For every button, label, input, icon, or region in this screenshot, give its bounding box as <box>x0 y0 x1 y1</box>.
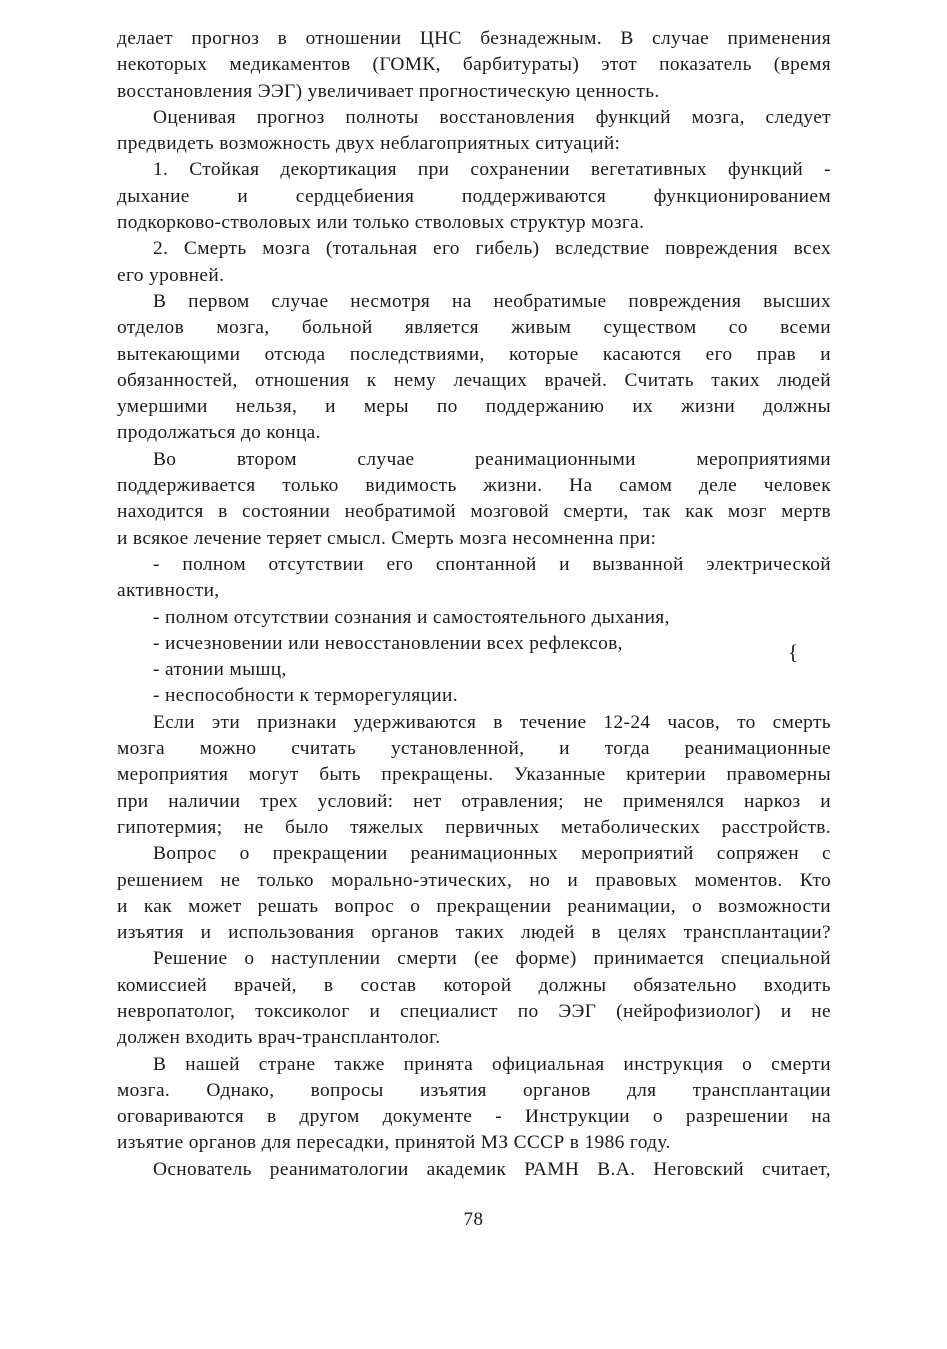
text-line: продолжаться до конца. <box>117 422 321 444</box>
text-line: изъятия и использования органов таких людей в целях трансплантации? <box>117 922 831 944</box>
text-line: решением не только морально-этических, но и правовых моментов. Кто <box>117 869 831 891</box>
text-line: должен входить врач-трансплантолог. <box>117 1027 441 1049</box>
text-line: обязанностей, отношения к нему лечащих врачей. Считать таких людей <box>117 369 831 391</box>
text-line: Решение о наступлении смерти (ее форме) принимается специальной <box>153 948 831 970</box>
text-line: Вопрос о прекращении реанимационных мероприятий сопряжен с <box>153 843 831 865</box>
text-line: невропатолог, токсиколог и специалист по ЭЭГ (нейрофизиолог) и не <box>117 1000 831 1022</box>
text-line: оговариваются в другом документе - Инструкции о разрешении на <box>117 1106 831 1128</box>
text-line: подкорково-стволовых или только стволовых структур мозга. <box>117 212 645 234</box>
text-line: восстановления ЭЭГ) увеличивает прогностическую ценность. <box>117 80 660 102</box>
text-line: активности, <box>117 580 220 602</box>
text-line: 1. Стойкая декортикация при сохранении вегетативных функций - <box>153 159 831 181</box>
stray-brace-mark: { <box>788 640 799 664</box>
text-line: дыхание и сердцебиения поддерживаются функционированием <box>117 185 831 207</box>
text-line: поддерживается только видимость жизни. На самом деле человек <box>117 475 831 497</box>
text-line: мозга. Однако, вопросы изъятия органов для трансплантации <box>117 1079 831 1101</box>
text-line: 2. Смерть мозга (тотальная его гибель) вследствие повреждения всех <box>153 238 831 260</box>
body-text <box>117 26 831 1183</box>
text-line: - полном отсутствии его спонтанной и вызванной электрической <box>153 553 831 575</box>
text-line: и как может решать вопрос о прекращении реанимации, о возможности <box>117 895 831 917</box>
text-line: Основатель реаниматологии академик РАМН В.А. Неговский считает, <box>153 1158 831 1180</box>
text-line: В первом случае несмотря на необратимые повреждения высших <box>153 290 831 312</box>
text-line: Во втором случае реанимационными мероприятиями <box>153 448 831 470</box>
page-number: 78 <box>463 1209 484 1230</box>
text-line: вытекающими отсюда последствиями, которые касаются его прав и <box>117 343 831 365</box>
text-line: изъятие органов для пересадки, принятой МЗ СССР в 1986 году. <box>117 1132 671 1154</box>
text-line: предвидеть возможность двух неблагоприятных ситуаций: <box>117 133 621 155</box>
text-line: - исчезновении или невосстановлении всех рефлексов, <box>153 632 623 654</box>
text-line: гипотермия; не было тяжелых первичных метаболических расстройств. <box>117 816 831 838</box>
text-line: Оценивая прогноз полноты восстановления функций мозга, следует <box>153 106 831 128</box>
text-line: Если эти признаки удерживаются в течение 12-24 часов, то смерть <box>153 711 831 733</box>
text-line: - неспособности к терморегуляции. <box>153 685 458 707</box>
text-line: некоторых медикаментов (ГОМК, барбитураты) этот показатель (время <box>117 54 831 76</box>
text-line: и всякое лечение теряет смысл. Смерть мозга несомненна при: <box>117 527 657 549</box>
text-line: отделов мозга, больной является живым существом со всеми <box>117 317 831 339</box>
text-line: находится в состоянии необратимой мозговой смерти, так как мозг мертв <box>117 501 831 523</box>
text-line: его уровней. <box>117 264 225 286</box>
text-line: мероприятия могут быть прекращены. Указанные критерии правомерны <box>117 764 831 786</box>
text-line: при наличии трех условий: нет отравления; не применялся наркоз и <box>117 790 831 812</box>
text-line: делает прогноз в отношении ЦНС безнадежным. В случае применения <box>117 28 831 49</box>
text-line: - полном отсутствии сознания и самостоятельного дыхания, <box>153 606 670 628</box>
text-line: умершими нельзя, и меры по поддержанию их жизни должны <box>117 396 831 418</box>
text-line: - атонии мышц, <box>153 659 287 681</box>
text-line: мозга можно считать установленной, и тогда реанимационные <box>117 738 831 760</box>
text-line: комиссией врачей, в состав которой должны обязательно входить <box>117 974 831 996</box>
text-line: В нашей стране также принята официальная инструкция о смерти <box>153 1053 831 1075</box>
